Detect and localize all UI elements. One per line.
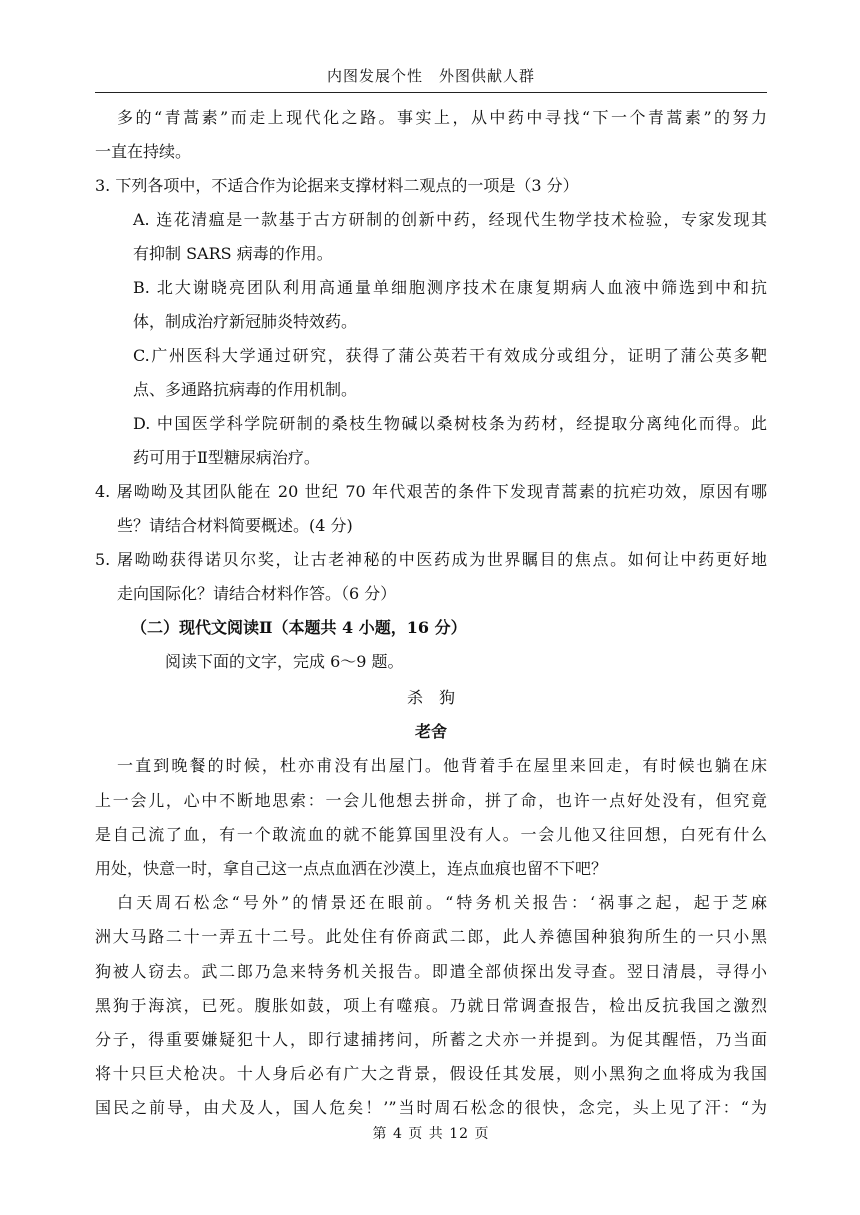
story-paragraph-2-line-5: 分子，得重要嫌疑犯十人，即行逮捕拷问，所蓄之犬亦一并提到。为促其醒悟，乃当面: [95, 1029, 767, 1049]
question-3-stem: 3. 下列各项中，不适合作为论据来支撑材料二观点的一项是（3 分）: [95, 176, 579, 195]
story-paragraph-1-line-4: 用处，快意一时，拿自己这一点点血洒在沙漠上，连点血痕也留不下吧？: [95, 858, 608, 878]
story-paragraph-2-line-1: 白天周石松念“号外”的情景还在眼前。“特务机关报告：‘祸事之起，起于芝麻: [117, 893, 767, 913]
page-number: 第 4 页 共 12 页: [372, 1126, 490, 1142]
story: [95, 681, 767, 1125]
story-author: 老舍: [414, 722, 447, 742]
question-3-option-c-line-2: 点、多通路抗病毒的作用机制。: [133, 380, 358, 399]
story-paragraph-1-line-1: 一直到晚餐的时候，杜亦甫没有出屋门。他背着手在屋里来回走，有时候也躺在床: [117, 756, 767, 776]
story-paragraph-1-line-3: 是自己流了血，有一个敢流血的就不能算国里没有人。一会儿他又往回想，白死有什么: [95, 824, 767, 844]
story-paragraph-2-line-2: 洲大马路二十一弄五十二号。此处住有侨商武二郎，此人养德国种狼狗所生的一只小黑: [95, 927, 767, 947]
story-title: 杀 狗: [406, 688, 455, 707]
question-3-option-c-line-1: C.广州医科大学通过研究，获得了蒲公英若干有效成分或组分，证明了蒲公英多靶: [133, 346, 767, 365]
header-divider: [95, 92, 767, 93]
section-2-title: （二）现代文阅读Ⅱ（本题共 4 小题，16 分）: [131, 618, 467, 637]
story-paragraph-2-line-7: 国民之前导，由犬及人，国人危矣！’”当时周石松念的很快，念完，头上见了汗：“为: [95, 1098, 767, 1118]
question-3-option-b-line-1: B. 北大谢晓亮团队利用高通量单细胞测序技术在康复期病人血液中筛选到中和抗: [133, 278, 767, 297]
story-paragraph-2-line-4: 黑狗于海滨，已死。腹胀如鼓，项上有噬痕。乃就日常调查报告，检出反抗我国之激烈: [95, 995, 767, 1015]
question-3-option-d-line-1: D. 中国医学科学院研制的桑枝生物碱以桑树枝条为药材，经提取分离纯化而得。此: [133, 414, 767, 433]
page-header: 内图发展个性 外图供献人群: [326, 67, 535, 85]
question-3-option-a-line-1: A. 连花清瘟是一款基于古方研制的创新中药，经现代生物学技术检验，专家发现其: [133, 210, 767, 229]
story-paragraph-2-line-6: 将十只巨犬枪决。十人身后必有广大之背景，假设任其发展，则小黑狗之血将成为我国: [95, 1064, 767, 1084]
continuation-line-1: 多的“青蒿素”而走上现代化之路。事实上，从中药中寻找“下一个青蒿素”的努力: [117, 108, 767, 127]
story-paragraph-2-line-3: 狗被人窃去。武二郎乃急来特务机关报告。即遣全部侦探出发寻查。翌日清晨，寻得小: [95, 961, 767, 981]
page-content: [95, 101, 767, 1125]
question-4-line-1: 4. 屠呦呦及其团队能在 20 世纪 70 年代艰苦的条件下发现青蒿素的抗疟功效，原因有哪: [95, 482, 767, 501]
question-3-option-d-line-2: 药可用于Ⅱ型糖尿病治疗。: [133, 448, 320, 467]
question-5-line-2: 走向国际化？请结合材料作答。（6 分）: [117, 584, 397, 603]
story-paragraph-1-line-2: 上一会儿，心中不断地思索：一会儿他想去拼命，拼了命，也许一点好处没有，但究竟: [95, 790, 767, 810]
question-3-option-b-line-2: 体，制成治疗新冠肺炎特效药。: [133, 312, 358, 331]
question-5-line-1: 5. 屠呦呦获得诺贝尔奖，让古老神秘的中医药成为世界瞩目的焦点。如何让中药更好地: [95, 550, 767, 569]
question-4-line-2: 些？请结合材料简要概述。(4 分): [117, 516, 353, 535]
question-3-option-a-line-2: 有抑制 SARS 病毒的作用。: [133, 244, 333, 263]
section-2-instruction: 阅读下面的文字，完成 6～9 题。: [165, 652, 404, 671]
continuation-line-2: 一直在持续。: [95, 142, 192, 161]
